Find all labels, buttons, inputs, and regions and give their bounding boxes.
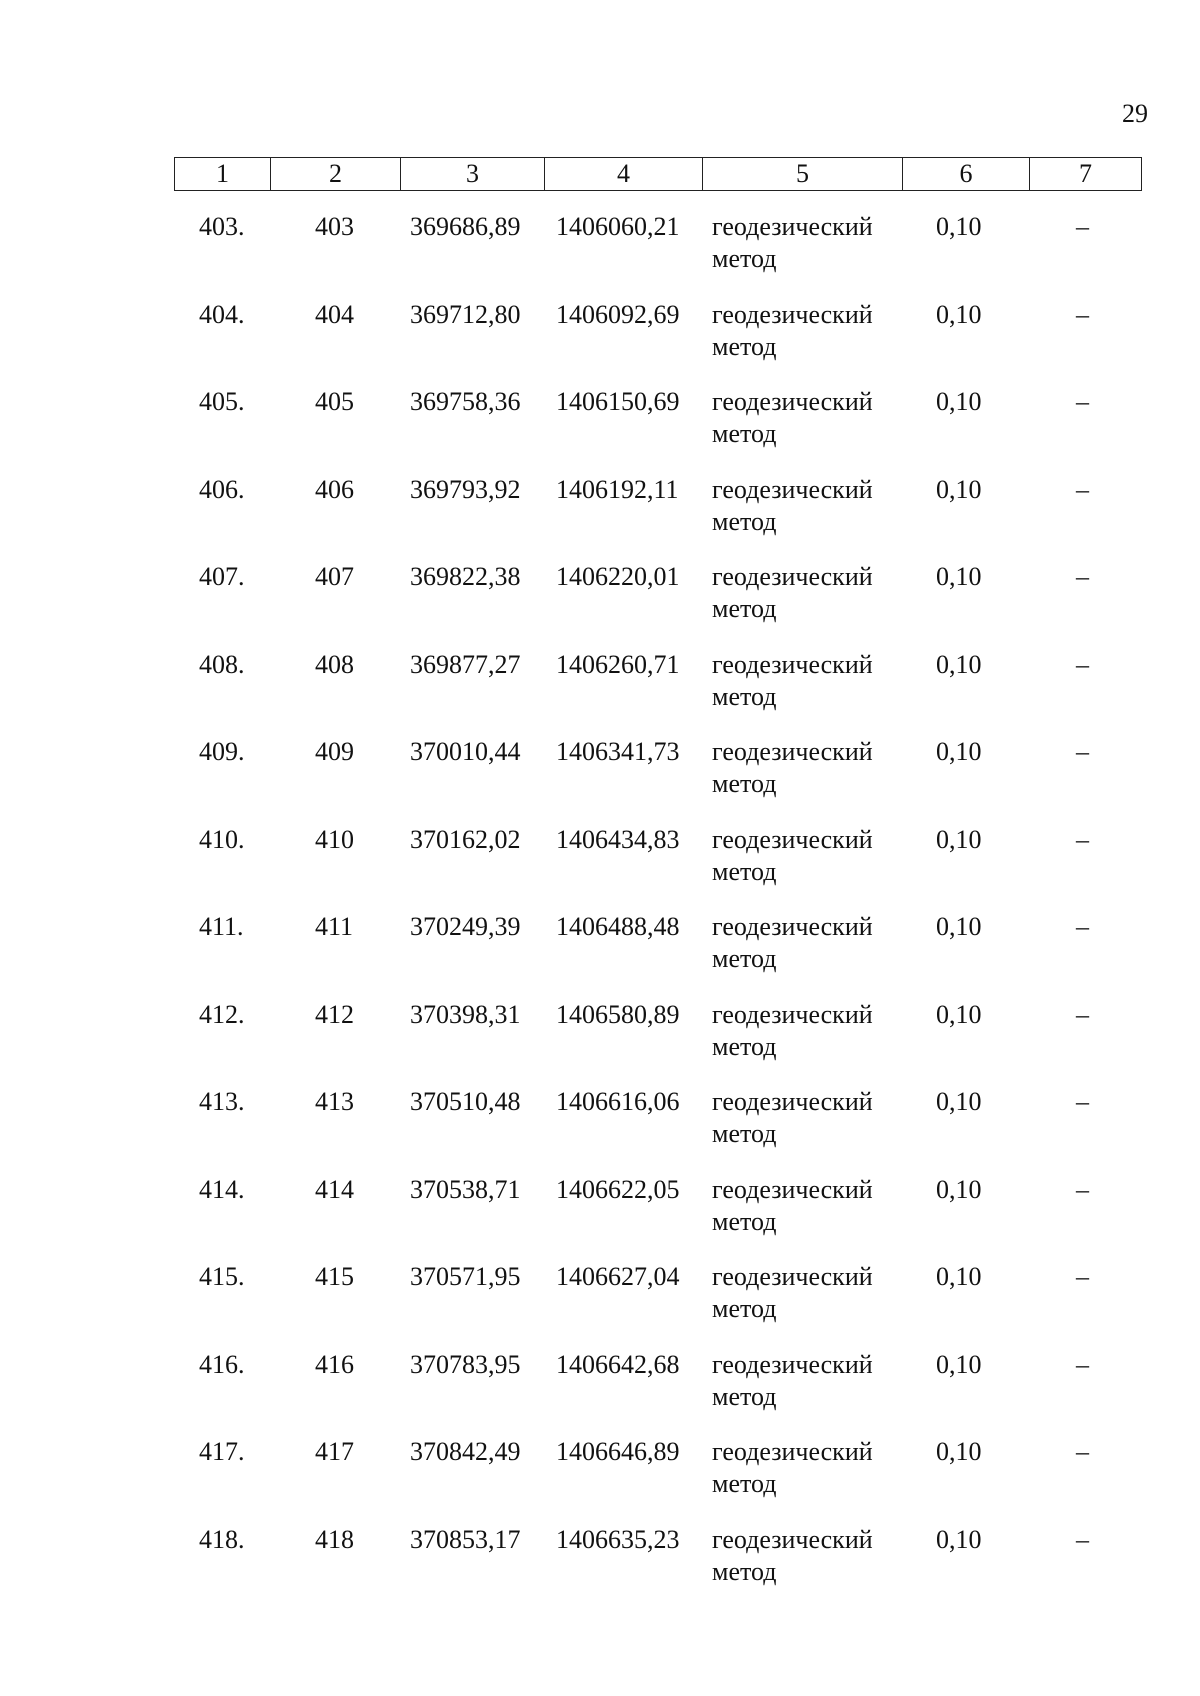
note: – <box>1076 1174 1089 1204</box>
note: – <box>1076 562 1089 591</box>
coordinate-y: 1406260,71 <box>556 649 680 679</box>
coordinate-x: 370853,17 <box>410 1524 521 1554</box>
row-number: 413. <box>199 1087 245 1116</box>
coordinate-x: 370538,71 <box>410 1174 521 1204</box>
accuracy: 0,10 <box>936 1349 982 1379</box>
table-row <box>174 911 1141 999</box>
accuracy: 0,10 <box>936 1174 982 1204</box>
point-id: 416 <box>315 1349 354 1379</box>
column-header: 2 <box>271 158 401 191</box>
column-header: 1 <box>175 158 271 191</box>
note: – <box>1076 1262 1089 1291</box>
coordinate-y: 1406622,05 <box>556 1174 680 1204</box>
accuracy: 0,10 <box>936 824 982 854</box>
note: – <box>1076 999 1089 1029</box>
coordinate-y: 1406060,21 <box>556 212 680 241</box>
table-row <box>174 1436 1141 1524</box>
accuracy: 0,10 <box>936 999 982 1029</box>
method: геодезический метод <box>712 737 873 798</box>
point-id: 403 <box>315 212 354 241</box>
accuracy: 0,10 <box>936 1524 982 1554</box>
row-number: 416. <box>199 1349 245 1379</box>
table-row <box>174 561 1141 649</box>
accuracy: 0,10 <box>936 212 982 241</box>
coordinate-x: 369793,92 <box>410 474 521 504</box>
row-number: 410. <box>199 824 245 854</box>
column-header-table <box>174 157 1142 191</box>
accuracy: 0,10 <box>936 562 982 591</box>
point-id: 408 <box>315 649 354 679</box>
coordinate-x: 369877,27 <box>410 649 521 679</box>
accuracy: 0,10 <box>936 737 982 766</box>
note: – <box>1076 649 1089 679</box>
method: геодезический метод <box>712 1262 873 1323</box>
method: геодезический метод <box>712 999 873 1061</box>
coordinate-x: 370162,02 <box>410 824 521 854</box>
column-header: 7 <box>1030 158 1142 191</box>
method: геодезический метод <box>712 649 873 711</box>
table-row <box>174 1261 1141 1349</box>
coordinate-y: 1406220,01 <box>556 562 680 591</box>
point-id: 410 <box>315 824 354 854</box>
point-id: 405 <box>315 387 354 416</box>
coordinate-y: 1406434,83 <box>556 824 680 854</box>
point-id: 412 <box>315 999 354 1029</box>
row-number: 417. <box>199 1437 245 1466</box>
method: геодезический метод <box>712 824 873 886</box>
point-id: 411 <box>315 912 354 941</box>
point-id: 417 <box>315 1437 354 1466</box>
note: – <box>1076 1087 1089 1116</box>
row-number: 412. <box>199 999 245 1029</box>
note: – <box>1076 474 1089 504</box>
method: геодезический метод <box>712 212 873 273</box>
accuracy: 0,10 <box>936 912 982 941</box>
table-row <box>174 299 1141 387</box>
row-number: 406. <box>199 474 245 504</box>
point-id: 406 <box>315 474 354 504</box>
row-number: 407. <box>199 562 245 591</box>
method: геодезический метод <box>712 1437 873 1498</box>
coordinate-y: 1406642,68 <box>556 1349 680 1379</box>
note: – <box>1076 912 1089 941</box>
coordinate-y: 1406616,06 <box>556 1087 680 1116</box>
note: – <box>1076 212 1089 241</box>
method: геодезический метод <box>712 474 873 536</box>
point-id: 414 <box>315 1174 354 1204</box>
accuracy: 0,10 <box>936 1262 982 1291</box>
coordinate-x: 369712,80 <box>410 299 521 329</box>
note: – <box>1076 387 1089 416</box>
table-row <box>174 736 1141 824</box>
point-id: 404 <box>315 299 354 329</box>
accuracy: 0,10 <box>936 1437 982 1466</box>
coordinate-x: 370783,95 <box>410 1349 521 1379</box>
coordinate-y: 1406092,69 <box>556 299 680 329</box>
table-row <box>174 211 1141 299</box>
accuracy: 0,10 <box>936 1087 982 1116</box>
coordinate-y: 1406341,73 <box>556 737 680 766</box>
coordinate-y: 1406635,23 <box>556 1524 680 1554</box>
column-header-row <box>175 158 1142 191</box>
row-number: 409. <box>199 737 245 766</box>
coordinate-x: 370842,49 <box>410 1437 521 1466</box>
accuracy: 0,10 <box>936 387 982 416</box>
coordinate-x: 370571,95 <box>410 1262 521 1291</box>
coordinate-y: 1406488,48 <box>556 912 680 941</box>
table-row <box>174 649 1141 737</box>
column-header: 3 <box>401 158 545 191</box>
table-row <box>174 999 1141 1087</box>
row-number: 408. <box>199 649 245 679</box>
coordinate-x: 370249,39 <box>410 912 521 941</box>
accuracy: 0,10 <box>936 299 982 329</box>
point-id: 418 <box>315 1524 354 1554</box>
method: геодезический метод <box>712 1524 873 1586</box>
method: геодезический метод <box>712 1349 873 1411</box>
row-number: 418. <box>199 1524 245 1554</box>
coordinate-x: 369758,36 <box>410 387 521 416</box>
coordinate-x: 370510,48 <box>410 1087 521 1116</box>
accuracy: 0,10 <box>936 474 982 504</box>
coordinate-y: 1406646,89 <box>556 1437 680 1466</box>
method: геодезический метод <box>712 387 873 448</box>
table-body <box>174 211 1141 1611</box>
coordinate-y: 1406580,89 <box>556 999 680 1029</box>
table-row <box>174 1174 1141 1262</box>
coordinate-y: 1406150,69 <box>556 387 680 416</box>
note: – <box>1076 299 1089 329</box>
point-id: 415 <box>315 1262 354 1291</box>
row-number: 415. <box>199 1262 245 1291</box>
coordinate-y: 1406192,11 <box>556 474 679 504</box>
table-row <box>174 1086 1141 1174</box>
method: геодезический метод <box>712 562 873 623</box>
coordinate-x: 370010,44 <box>410 737 521 766</box>
row-number: 411. <box>199 912 244 941</box>
coordinate-y: 1406627,04 <box>556 1262 680 1291</box>
note: – <box>1076 1349 1089 1379</box>
accuracy: 0,10 <box>936 649 982 679</box>
table-row <box>174 386 1141 474</box>
method: геодезический метод <box>712 912 873 973</box>
table-row <box>174 1524 1141 1612</box>
note: – <box>1076 1437 1089 1466</box>
point-id: 407 <box>315 562 354 591</box>
note: – <box>1076 1524 1089 1554</box>
table-row <box>174 1349 1141 1437</box>
row-number: 403. <box>199 212 245 241</box>
method: геодезический метод <box>712 1087 873 1148</box>
method: геодезический метод <box>712 1174 873 1236</box>
note: – <box>1076 824 1089 854</box>
column-header: 4 <box>545 158 703 191</box>
table-row <box>174 474 1141 562</box>
page-number: 29 <box>1122 99 1148 128</box>
note: – <box>1076 737 1089 766</box>
row-number: 414. <box>199 1174 245 1204</box>
point-id: 413 <box>315 1087 354 1116</box>
row-number: 405. <box>199 387 245 416</box>
column-header: 6 <box>903 158 1030 191</box>
column-header: 5 <box>703 158 903 191</box>
coordinate-x: 369822,38 <box>410 562 521 591</box>
point-id: 409 <box>315 737 354 766</box>
coordinate-x: 369686,89 <box>410 212 521 241</box>
coordinate-x: 370398,31 <box>410 999 521 1029</box>
row-number: 404. <box>199 299 245 329</box>
method: геодезический метод <box>712 299 873 361</box>
table-row <box>174 824 1141 912</box>
